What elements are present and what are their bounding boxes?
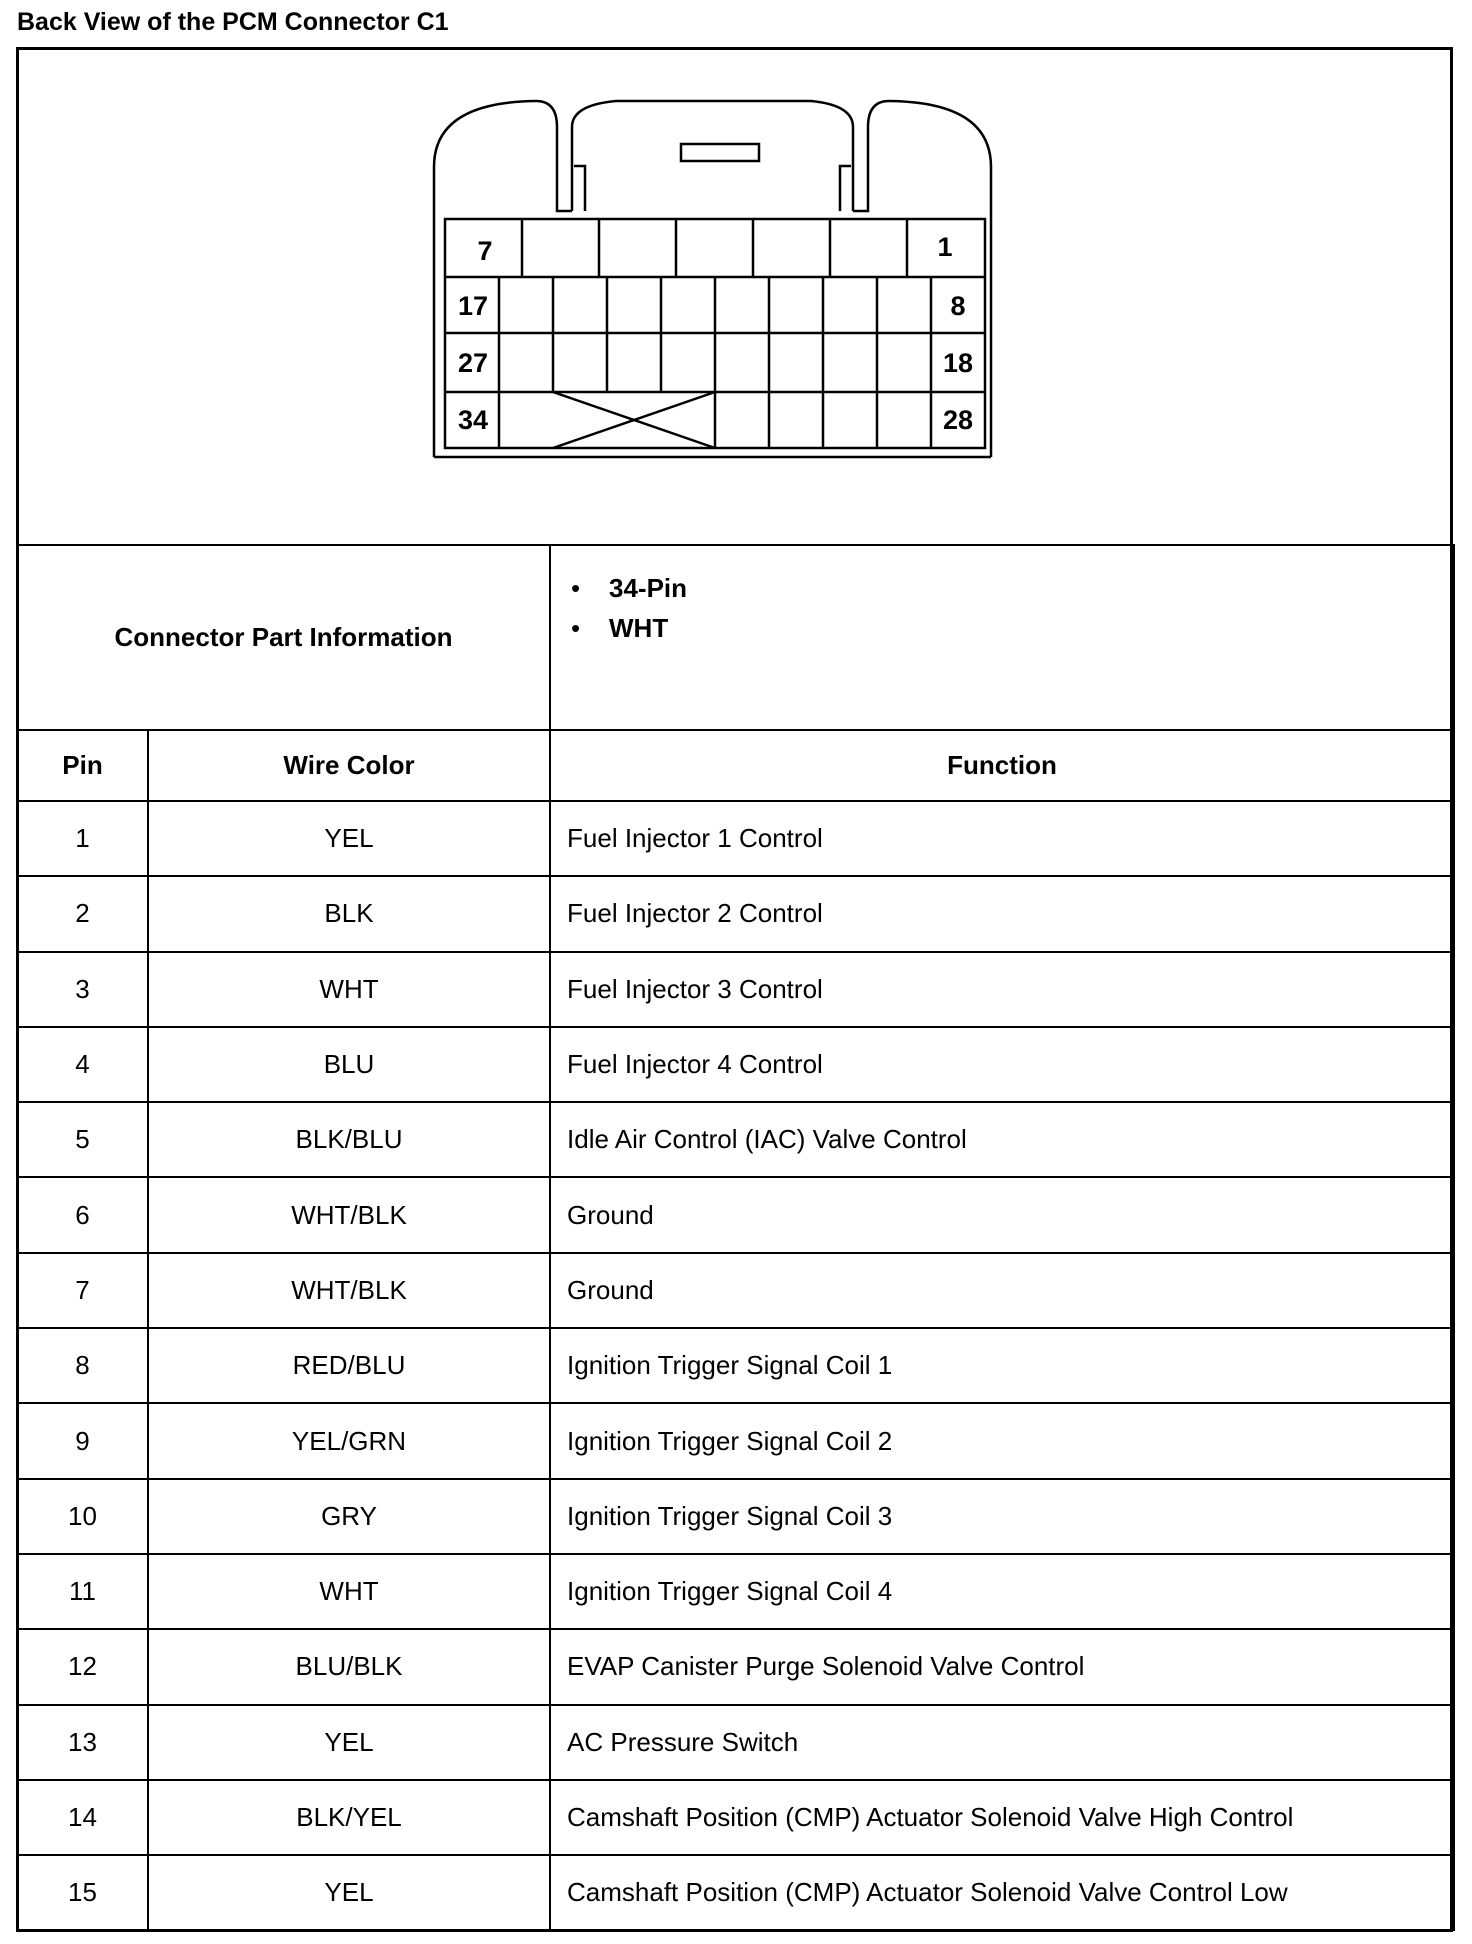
wire-color-cell: BLU bbox=[148, 1027, 550, 1102]
function-cell: Ignition Trigger Signal Coil 4 bbox=[550, 1554, 1454, 1629]
list-item: • WHT bbox=[571, 608, 1453, 648]
wire-color-cell: BLK/BLU bbox=[148, 1102, 550, 1177]
function-cell: Ignition Trigger Signal Coil 3 bbox=[550, 1479, 1454, 1554]
table-row bbox=[17, 1102, 1454, 1177]
pin-cell: 14 bbox=[17, 1780, 148, 1855]
wire-color-cell: WHT bbox=[148, 1554, 550, 1629]
pin-label-18: 18 bbox=[942, 348, 974, 378]
connector-diagram bbox=[16, 47, 1453, 546]
pin-label-34: 34 bbox=[457, 405, 489, 435]
function-cell: EVAP Canister Purge Solenoid Valve Control bbox=[550, 1629, 1454, 1704]
function-cell: Ignition Trigger Signal Coil 1 bbox=[550, 1328, 1454, 1403]
pin-cell: 8 bbox=[17, 1328, 148, 1403]
header-function: Function bbox=[550, 730, 1454, 801]
function-cell: Fuel Injector 3 Control bbox=[550, 952, 1454, 1027]
wire-color-cell: BLK/YEL bbox=[148, 1780, 550, 1855]
function-cell: Camshaft Position (CMP) Actuator Solenoid Valve Control Low bbox=[550, 1855, 1454, 1930]
connector-latch bbox=[572, 101, 853, 211]
pin-label-8: 8 bbox=[950, 291, 966, 321]
function-cell: Fuel Injector 1 Control bbox=[550, 801, 1454, 876]
function-cell: Fuel Injector 2 Control bbox=[550, 876, 1454, 951]
table-row bbox=[17, 952, 1454, 1027]
pin-cell: 10 bbox=[17, 1479, 148, 1554]
wire-color-cell: WHT bbox=[148, 952, 550, 1027]
connector-part-info-list bbox=[550, 545, 1454, 730]
connector-right-ear bbox=[853, 101, 991, 457]
pin-label-27: 27 bbox=[457, 348, 489, 378]
wire-color-cell: GRY bbox=[148, 1479, 550, 1554]
latch-slot bbox=[681, 144, 759, 161]
pin-cell: 15 bbox=[17, 1855, 148, 1930]
pin-cell: 4 bbox=[17, 1027, 148, 1102]
pin-label-7: 7 bbox=[477, 236, 493, 266]
function-cell: Idle Air Control (IAC) Valve Control bbox=[550, 1102, 1454, 1177]
list-item: • 34-Pin bbox=[571, 568, 1453, 608]
connector-left-ear bbox=[434, 101, 572, 457]
pin-cell: 3 bbox=[17, 952, 148, 1027]
table-row bbox=[17, 1027, 1454, 1102]
wire-color-cell: WHT/BLK bbox=[148, 1177, 550, 1252]
wire-color-cell: YEL/GRN bbox=[148, 1403, 550, 1478]
wire-color-cell: YEL bbox=[148, 1855, 550, 1930]
pin-cell: 7 bbox=[17, 1253, 148, 1328]
table-row bbox=[17, 801, 1454, 876]
pin-cell: 5 bbox=[17, 1102, 148, 1177]
connector-drawing bbox=[16, 47, 1453, 546]
pin-label-28: 28 bbox=[942, 405, 974, 435]
pin-cell: 13 bbox=[17, 1705, 148, 1780]
wire-color-cell: BLK bbox=[148, 876, 550, 951]
function-cell: Ground bbox=[550, 1253, 1454, 1328]
header-pin: Pin bbox=[17, 730, 148, 801]
pin-cell: 11 bbox=[17, 1554, 148, 1629]
function-cell: Ignition Trigger Signal Coil 2 bbox=[550, 1403, 1454, 1478]
wire-color-cell: YEL bbox=[148, 801, 550, 876]
pin-cell: 12 bbox=[17, 1629, 148, 1704]
wire-color-cell: BLU/BLK bbox=[148, 1629, 550, 1704]
pin-cell: 2 bbox=[17, 876, 148, 951]
table-header-row bbox=[17, 730, 1454, 801]
table-row bbox=[17, 1780, 1454, 1855]
page-title: Back View of the PCM Connector C1 bbox=[17, 8, 449, 36]
wire-color-cell: RED/BLU bbox=[148, 1328, 550, 1403]
function-cell: Fuel Injector 4 Control bbox=[550, 1027, 1454, 1102]
header-wire-color: Wire Color bbox=[148, 730, 550, 801]
table-row bbox=[17, 1705, 1454, 1780]
table-row bbox=[17, 1554, 1454, 1629]
table-row bbox=[17, 876, 1454, 951]
function-cell: Camshaft Position (CMP) Actuator Solenoid Valve High Control bbox=[550, 1780, 1454, 1855]
function-cell: Ground bbox=[550, 1177, 1454, 1252]
table-row bbox=[17, 1177, 1454, 1252]
pin-cell: 9 bbox=[17, 1403, 148, 1478]
table-row bbox=[17, 1629, 1454, 1704]
table-row bbox=[17, 1479, 1454, 1554]
table-row bbox=[17, 1403, 1454, 1478]
wire-color-cell: YEL bbox=[148, 1705, 550, 1780]
connector-part-info-row bbox=[17, 545, 1454, 730]
pin-cell: 1 bbox=[17, 801, 148, 876]
pin-cell: 6 bbox=[17, 1177, 148, 1252]
table-row bbox=[17, 1253, 1454, 1328]
connector-part-info-label: Connector Part Information bbox=[17, 545, 550, 730]
wire-color-cell: WHT/BLK bbox=[148, 1253, 550, 1328]
connector-table bbox=[16, 544, 1455, 1931]
pin-label-1: 1 bbox=[937, 232, 953, 262]
function-cell: AC Pressure Switch bbox=[550, 1705, 1454, 1780]
pin-label-17: 17 bbox=[457, 291, 489, 321]
table-row bbox=[17, 1855, 1454, 1930]
table-row bbox=[17, 1328, 1454, 1403]
